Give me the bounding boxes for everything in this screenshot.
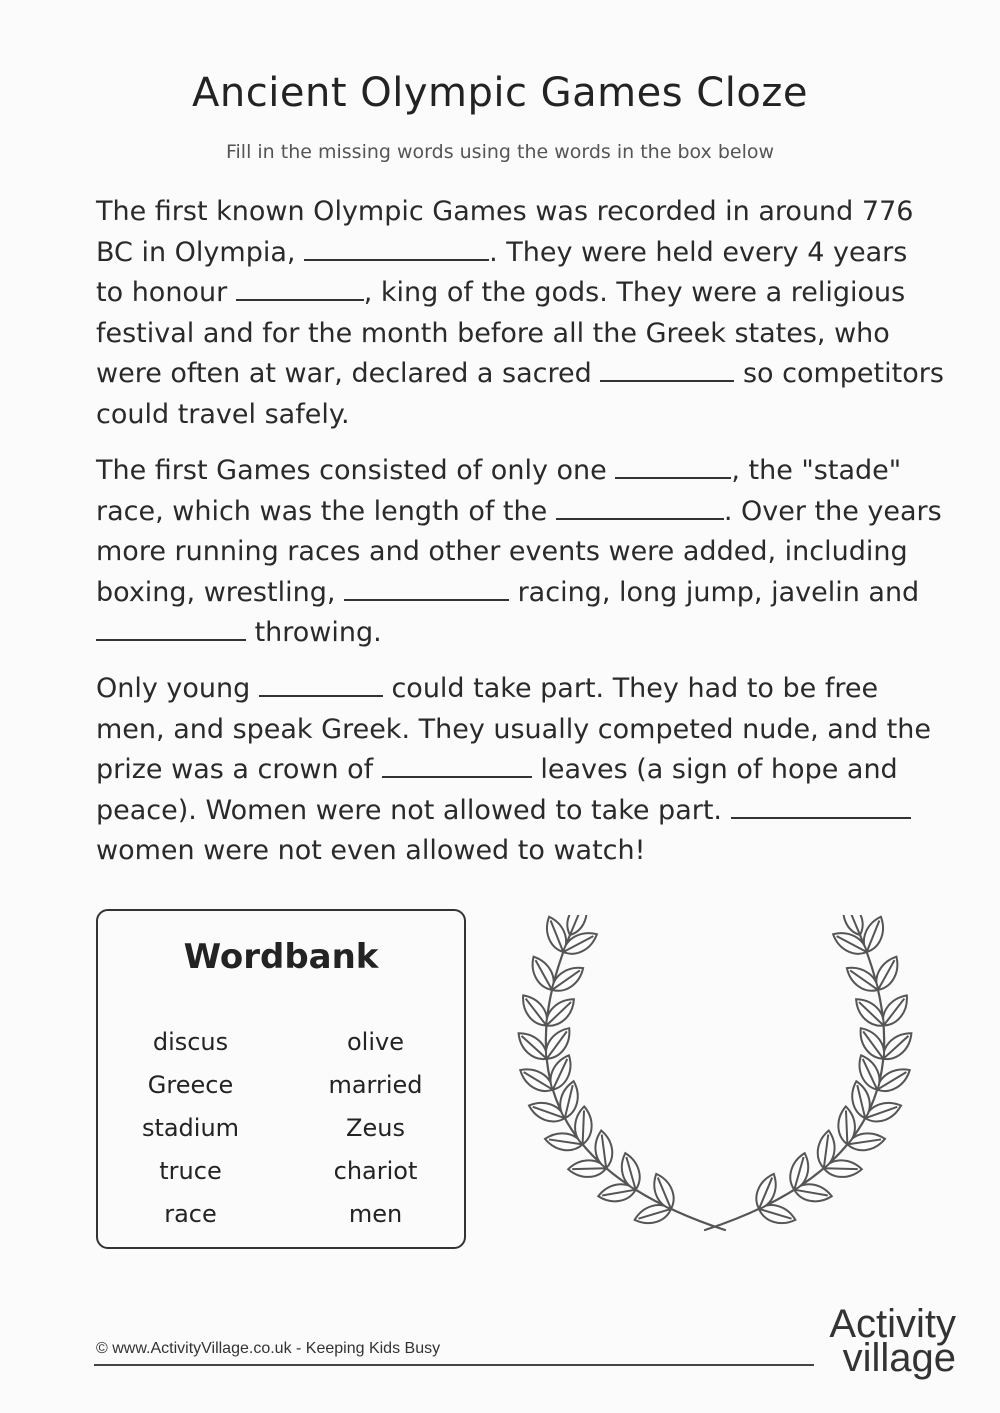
answer-blank[interactable]: [382, 754, 532, 778]
wordbank-word: Greece: [147, 1071, 234, 1099]
text-segment: . Over the years: [723, 495, 942, 527]
text-line: [96, 395, 936, 436]
wordbank-word: stadium: [141, 1114, 240, 1142]
text-segment: men, and speak Greek. They usually competed nude, and the: [96, 713, 931, 745]
laurel-leaf: [838, 1106, 856, 1145]
text-segment: BC in Olympia,: [96, 236, 305, 268]
text-line: [96, 354, 944, 395]
text-segment: boxing, wrestling,: [96, 576, 344, 608]
text-line: [96, 791, 936, 832]
logo-line-2: village: [842, 1336, 956, 1380]
text-segment: festival and for the month before all the Greek states, who: [96, 317, 890, 349]
wordbank-column-left: [98, 1021, 283, 1236]
answer-blank[interactable]: [304, 237, 489, 261]
text-segment: Only young: [96, 673, 259, 704]
activity-village-logo: [786, 1302, 956, 1380]
paragraph-2: [96, 451, 942, 654]
instructions: Fill in the missing words using the words in the box below: [225, 141, 775, 163]
wordbank-word: discus: [152, 1028, 229, 1056]
wordbank-word: race: [164, 1200, 217, 1228]
text-line: [96, 233, 936, 274]
text-segment: prize was a crown of: [96, 754, 382, 785]
wordbank-word: chariot: [333, 1157, 418, 1185]
page-title: Ancient Olympic Games Cloze: [192, 70, 808, 116]
text-segment: . They were held every 4 years: [489, 236, 908, 268]
wordbank-word: truce: [159, 1157, 222, 1185]
answer-blank[interactable]: [556, 496, 724, 520]
text-segment: were often at war, declared a sacred: [96, 358, 601, 389]
text-segment: could travel safely.: [96, 398, 350, 430]
footer-copyright: © www.ActivityVillage.co.uk - Keeping Kids Busy: [96, 1340, 441, 1357]
laurel-leaf: [574, 1106, 592, 1145]
text-line: [96, 532, 936, 573]
answer-blank[interactable]: [600, 358, 734, 382]
laurel-wreath-icon: [500, 915, 930, 1255]
answer-blank[interactable]: [731, 795, 911, 819]
wordbank-word: married: [328, 1071, 423, 1099]
text-segment: race, which was the length of the: [96, 495, 556, 527]
answer-blank[interactable]: [259, 673, 383, 697]
text-line: [96, 750, 936, 791]
wordbank-column-right: [283, 1021, 468, 1236]
text-segment: to honour: [96, 277, 236, 308]
text-line: [96, 492, 942, 533]
text-line: [96, 669, 936, 710]
answer-blank[interactable]: [344, 577, 509, 601]
text-line: [96, 192, 936, 233]
wordbank-title: Wordbank: [183, 937, 379, 977]
text-line: [96, 831, 936, 872]
text-line: [96, 314, 936, 355]
paragraph-3: [96, 669, 936, 872]
wordbank-word: Zeus: [346, 1114, 405, 1142]
logo-line-1: Activity: [829, 1302, 956, 1346]
text-segment: women were not even allowed to watch!: [96, 835, 646, 866]
text-segment: , the "stade": [731, 455, 902, 486]
text-segment: , king of the gods. They were a religious: [363, 277, 906, 308]
text-line: [96, 451, 936, 492]
text-segment: racing, long jump, javelin and: [509, 576, 920, 608]
paragraph-1: [96, 192, 944, 435]
text-line: [96, 613, 936, 654]
text-segment: The first Games consisted of only one: [96, 455, 616, 486]
text-segment: throwing.: [246, 617, 382, 648]
text-segment: peace). Women were not allowed to take part.: [96, 794, 731, 826]
text-segment: leaves (a sign of hope and: [531, 754, 898, 785]
text-segment: more running races and other events were added, including: [96, 536, 908, 567]
text-line: [96, 273, 936, 314]
wordbank-word: men: [348, 1200, 403, 1228]
text-segment: could take part. They had to be free: [382, 673, 879, 704]
answer-blank[interactable]: [236, 277, 364, 301]
footer-divider: [94, 1364, 814, 1366]
wordbank-box: [96, 909, 466, 1249]
wordbank-word: olive: [347, 1028, 404, 1056]
text-segment: The first known Olympic Games was recorded in around 776: [96, 196, 914, 227]
answer-blank[interactable]: [96, 617, 246, 641]
text-line: [96, 573, 936, 614]
answer-blank[interactable]: [615, 455, 731, 479]
text-segment: so competitors: [734, 358, 944, 389]
text-line: [96, 710, 936, 751]
